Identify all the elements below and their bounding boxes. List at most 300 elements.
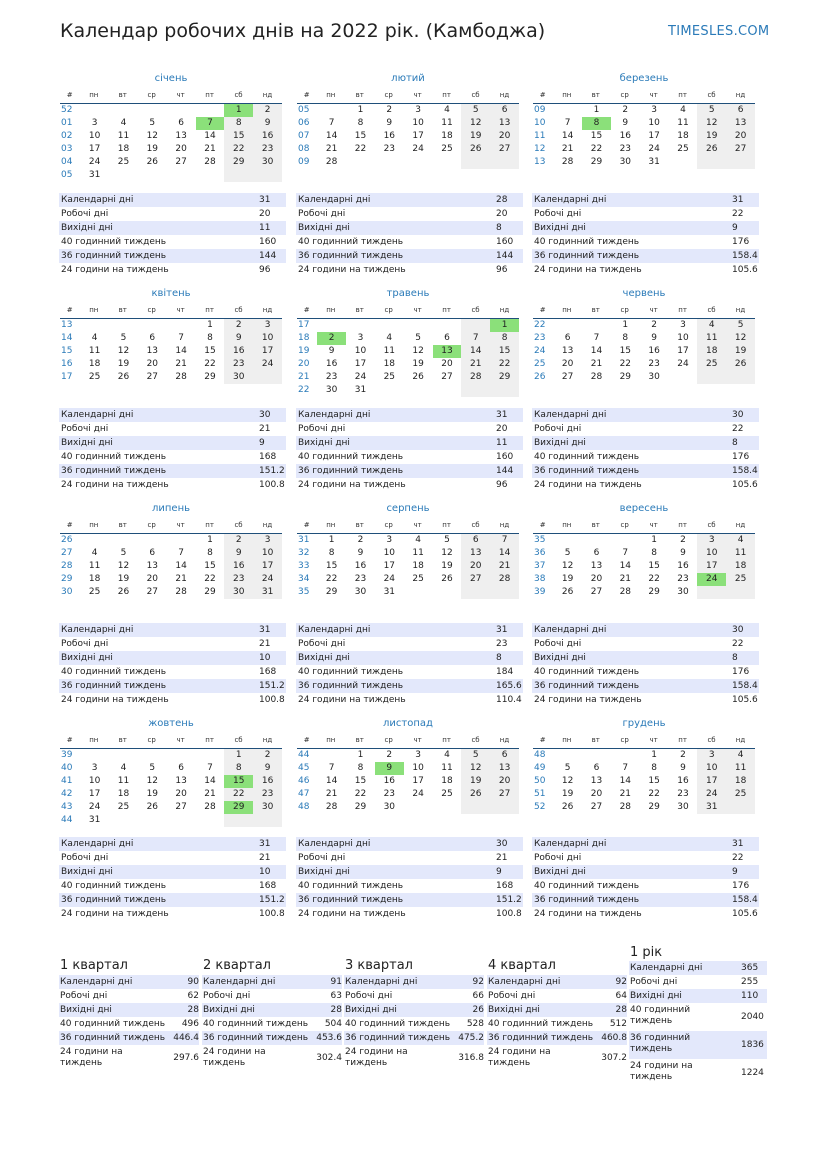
day-cell[interactable]: 26 (412, 372, 424, 382)
day-cell[interactable]: 7 (622, 763, 629, 773)
day-cell[interactable]: 29 (648, 802, 660, 812)
day-cell[interactable]: 25 (441, 789, 453, 799)
day-cell[interactable]: 25 (117, 157, 130, 167)
day-cell[interactable]: 11 (88, 561, 101, 571)
day-cell[interactable]: 29 (204, 372, 216, 382)
day-cell[interactable]: 25 (412, 574, 424, 584)
day-cell[interactable]: 18 (677, 131, 689, 141)
day-cell[interactable]: 14 (561, 131, 574, 141)
day-cell[interactable]: 5 (461, 749, 490, 762)
day-cell[interactable]: 26 (117, 372, 130, 382)
day-cell[interactable]: 29 (204, 587, 216, 597)
day-cell[interactable]: 29 (490, 371, 519, 384)
day-cell[interactable]: 3 (680, 320, 686, 330)
day-cell[interactable]: 28 (461, 371, 490, 384)
day-cell[interactable]: 17 (88, 144, 101, 154)
day-cell[interactable]: 28 (325, 157, 338, 167)
day-cell[interactable]: 13 (146, 561, 159, 571)
day-cell[interactable]: 12 (441, 548, 453, 558)
holiday-day-cell[interactable]: 13 (433, 345, 462, 358)
day-cell[interactable]: 20 (461, 560, 490, 573)
day-cell[interactable]: 12 (561, 561, 574, 571)
day-cell[interactable]: 18 (117, 789, 130, 799)
day-cell[interactable]: 5 (564, 763, 571, 773)
day-cell[interactable]: 6 (593, 548, 600, 558)
day-cell[interactable]: 16 (677, 561, 689, 571)
day-cell[interactable]: 12 (412, 346, 424, 356)
day-cell[interactable]: 26 (561, 587, 574, 597)
day-cell[interactable]: 5 (726, 319, 755, 332)
day-cell[interactable]: 2 (357, 535, 364, 545)
day-cell[interactable]: 12 (697, 117, 726, 130)
day-cell[interactable]: 3 (697, 534, 726, 547)
day-cell[interactable]: 20 (146, 574, 159, 584)
day-cell[interactable]: 12 (726, 332, 755, 345)
day-cell[interactable]: 8 (328, 548, 335, 558)
day-cell[interactable]: 14 (619, 776, 632, 786)
day-cell[interactable]: 6 (490, 104, 519, 117)
day-cell[interactable]: 5 (697, 104, 726, 117)
day-cell[interactable]: 3 (357, 333, 364, 343)
day-cell[interactable]: 21 (461, 358, 490, 371)
day-cell[interactable]: 1 (357, 105, 364, 115)
day-cell[interactable]: 26 (461, 788, 490, 801)
day-cell[interactable]: 4 (726, 534, 755, 547)
day-cell[interactable]: 10 (677, 333, 689, 343)
day-cell[interactable]: 6 (461, 534, 490, 547)
day-cell[interactable]: 9 (253, 117, 282, 130)
day-cell[interactable]: 5 (564, 548, 571, 558)
day-cell[interactable]: 23 (224, 573, 253, 586)
day-cell[interactable]: 3 (91, 118, 98, 128)
day-cell[interactable]: 25 (697, 358, 726, 371)
day-cell[interactable]: 17 (383, 561, 396, 571)
day-cell[interactable]: 8 (357, 763, 364, 773)
day-cell[interactable]: 15 (204, 561, 216, 571)
day-cell[interactable]: 9 (224, 547, 253, 560)
day-cell[interactable]: 12 (117, 346, 130, 356)
day-cell[interactable]: 26 (726, 358, 755, 371)
day-cell[interactable]: 29 (354, 802, 367, 812)
day-cell[interactable]: 2 (651, 320, 657, 330)
holiday-day-cell[interactable]: 7 (196, 117, 225, 130)
day-cell[interactable]: 21 (325, 144, 338, 154)
day-cell[interactable]: 20 (490, 775, 519, 788)
day-cell[interactable]: 2 (622, 105, 629, 115)
day-cell[interactable]: 17 (412, 776, 424, 786)
day-cell[interactable]: 25 (88, 372, 101, 382)
day-cell[interactable]: 30 (677, 587, 689, 597)
day-cell[interactable]: 8 (224, 117, 253, 130)
day-cell[interactable]: 8 (207, 333, 213, 343)
day-cell[interactable]: 22 (619, 359, 632, 369)
day-cell[interactable]: 3 (651, 105, 657, 115)
day-cell[interactable]: 30 (648, 372, 660, 382)
day-cell[interactable]: 21 (619, 789, 632, 799)
day-cell[interactable]: 19 (461, 775, 490, 788)
day-cell[interactable]: 10 (412, 118, 424, 128)
day-cell[interactable]: 22 (648, 789, 660, 799)
day-cell[interactable]: 22 (648, 574, 660, 584)
day-cell[interactable]: 27 (441, 372, 453, 382)
day-cell[interactable]: 21 (204, 789, 216, 799)
day-cell[interactable]: 4 (120, 118, 127, 128)
day-cell[interactable]: 13 (490, 762, 519, 775)
day-cell[interactable]: 20 (590, 789, 603, 799)
day-cell[interactable]: 4 (444, 750, 450, 760)
day-cell[interactable]: 17 (412, 131, 424, 141)
day-cell[interactable]: 18 (726, 775, 755, 788)
day-cell[interactable]: 25 (726, 788, 755, 801)
day-cell[interactable]: 15 (325, 561, 338, 571)
day-cell[interactable]: 14 (490, 547, 519, 560)
day-cell[interactable]: 22 (204, 359, 216, 369)
day-cell[interactable]: 1 (651, 535, 657, 545)
holiday-day-cell[interactable]: 9 (375, 762, 404, 775)
day-cell[interactable]: 11 (726, 547, 755, 560)
day-cell[interactable]: 2 (386, 105, 393, 115)
day-cell[interactable]: 6 (726, 104, 755, 117)
day-cell[interactable]: 20 (590, 574, 603, 584)
day-cell[interactable]: 15 (590, 131, 603, 141)
day-cell[interactable]: 7 (461, 332, 490, 345)
day-cell[interactable]: 24 (412, 789, 424, 799)
day-cell[interactable]: 1 (622, 320, 629, 330)
day-cell[interactable]: 11 (88, 346, 101, 356)
day-cell[interactable]: 5 (149, 763, 156, 773)
day-cell[interactable]: 8 (357, 118, 364, 128)
day-cell[interactable]: 10 (88, 131, 101, 141)
day-cell[interactable]: 13 (726, 117, 755, 130)
day-cell[interactable]: 14 (204, 776, 216, 786)
day-cell[interactable]: 2 (386, 750, 393, 760)
day-cell[interactable]: 28 (175, 587, 187, 597)
day-cell[interactable]: 27 (146, 587, 159, 597)
day-cell[interactable]: 16 (325, 359, 338, 369)
day-cell[interactable]: 25 (117, 802, 130, 812)
day-cell[interactable]: 23 (224, 358, 253, 371)
day-cell[interactable]: 24 (648, 144, 660, 154)
day-cell[interactable]: 26 (697, 143, 726, 156)
day-cell[interactable]: 10 (354, 346, 367, 356)
day-cell[interactable]: 19 (561, 574, 574, 584)
day-cell[interactable]: 27 (175, 802, 187, 812)
day-cell[interactable]: 16 (383, 776, 396, 786)
day-cell[interactable]: 15 (354, 776, 367, 786)
day-cell[interactable]: 28 (590, 372, 603, 382)
day-cell[interactable]: 24 (697, 788, 726, 801)
day-cell[interactable]: 15 (224, 130, 253, 143)
day-cell[interactable]: 12 (461, 117, 490, 130)
day-cell[interactable]: 10 (383, 548, 396, 558)
day-cell[interactable]: 27 (490, 788, 519, 801)
day-cell[interactable]: 9 (680, 548, 686, 558)
day-cell[interactable]: 7 (207, 763, 213, 773)
day-cell[interactable]: 8 (207, 548, 213, 558)
day-cell[interactable]: 7 (328, 763, 335, 773)
day-cell[interactable]: 16 (224, 345, 253, 358)
day-cell[interactable]: 7 (178, 548, 184, 558)
day-cell[interactable]: 16 (224, 560, 253, 573)
day-cell[interactable]: 22 (204, 574, 216, 584)
day-cell[interactable]: 11 (677, 118, 689, 128)
day-cell[interactable]: 14 (175, 346, 187, 356)
day-cell[interactable]: 19 (461, 130, 490, 143)
day-cell[interactable]: 23 (383, 144, 396, 154)
day-cell[interactable]: 7 (178, 333, 184, 343)
day-cell[interactable]: 2 (680, 750, 686, 760)
day-cell[interactable]: 20 (490, 130, 519, 143)
day-cell[interactable]: 25 (726, 573, 755, 586)
day-cell[interactable]: 12 (146, 131, 159, 141)
day-cell[interactable]: 30 (677, 802, 689, 812)
day-cell[interactable]: 15 (648, 776, 660, 786)
day-cell[interactable]: 12 (146, 776, 159, 786)
day-cell[interactable]: 13 (590, 776, 603, 786)
day-cell[interactable]: 22 (224, 788, 253, 801)
day-cell[interactable]: 23 (383, 789, 396, 799)
day-cell[interactable]: 4 (680, 105, 686, 115)
day-cell[interactable]: 11 (726, 762, 755, 775)
day-cell[interactable]: 1 (207, 535, 213, 545)
day-cell[interactable]: 6 (178, 118, 184, 128)
day-cell[interactable]: 9 (680, 763, 686, 773)
day-cell[interactable]: 18 (726, 560, 755, 573)
day-cell[interactable]: 30 (253, 801, 282, 814)
day-cell[interactable]: 13 (175, 131, 187, 141)
day-cell[interactable]: 5 (120, 333, 127, 343)
day-cell[interactable]: 12 (117, 561, 130, 571)
day-cell[interactable]: 9 (357, 548, 364, 558)
day-cell[interactable]: 29 (619, 372, 632, 382)
day-cell[interactable]: 9 (253, 762, 282, 775)
day-cell[interactable]: 19 (697, 130, 726, 143)
day-cell[interactable]: 7 (564, 118, 571, 128)
day-cell[interactable]: 2 (224, 319, 253, 332)
day-cell[interactable]: 10 (697, 547, 726, 560)
day-cell[interactable]: 23 (677, 574, 689, 584)
day-cell[interactable]: 3 (415, 105, 421, 115)
day-cell[interactable]: 1 (328, 535, 335, 545)
day-cell[interactable]: 29 (590, 157, 603, 167)
day-cell[interactable]: 21 (175, 359, 187, 369)
day-cell[interactable]: 19 (146, 789, 159, 799)
day-cell[interactable]: 9 (328, 346, 335, 356)
day-cell[interactable]: 31 (253, 586, 282, 599)
day-cell[interactable]: 3 (91, 763, 98, 773)
day-cell[interactable]: 10 (697, 762, 726, 775)
day-cell[interactable]: 5 (149, 118, 156, 128)
day-cell[interactable]: 28 (561, 157, 574, 167)
day-cell[interactable]: 10 (253, 547, 282, 560)
day-cell[interactable]: 25 (383, 372, 396, 382)
day-cell[interactable]: 14 (175, 561, 187, 571)
day-cell[interactable]: 10 (253, 332, 282, 345)
day-cell[interactable]: 6 (149, 333, 156, 343)
day-cell[interactable]: 28 (204, 157, 216, 167)
day-cell[interactable]: 19 (561, 789, 574, 799)
day-cell[interactable]: 16 (253, 775, 282, 788)
day-cell[interactable]: 6 (490, 749, 519, 762)
day-cell[interactable]: 6 (593, 763, 600, 773)
day-cell[interactable]: 5 (461, 104, 490, 117)
day-cell[interactable]: 28 (204, 802, 216, 812)
day-cell[interactable]: 23 (648, 359, 660, 369)
day-cell[interactable]: 14 (619, 561, 632, 571)
day-cell[interactable]: 18 (383, 359, 396, 369)
day-cell[interactable]: 9 (224, 332, 253, 345)
day-cell[interactable]: 18 (441, 131, 453, 141)
day-cell[interactable]: 9 (651, 333, 657, 343)
day-cell[interactable]: 30 (619, 157, 632, 167)
brand-link[interactable]: TIMESLES.COM (668, 24, 770, 39)
day-cell[interactable]: 3 (697, 749, 726, 762)
day-cell[interactable]: 7 (328, 118, 335, 128)
day-cell[interactable]: 15 (619, 346, 632, 356)
day-cell[interactable]: 15 (354, 131, 367, 141)
day-cell[interactable]: 24 (677, 359, 689, 369)
day-cell[interactable]: 16 (648, 346, 660, 356)
day-cell[interactable]: 19 (412, 359, 424, 369)
day-cell[interactable]: 27 (561, 372, 574, 382)
day-cell[interactable]: 25 (441, 144, 453, 154)
day-cell[interactable]: 28 (619, 802, 632, 812)
day-cell[interactable]: 18 (88, 359, 101, 369)
day-cell[interactable]: 8 (490, 332, 519, 345)
day-cell[interactable]: 26 (441, 574, 453, 584)
day-cell[interactable]: 6 (564, 333, 571, 343)
day-cell[interactable]: 30 (253, 156, 282, 169)
day-cell[interactable]: 2 (253, 104, 282, 117)
day-cell[interactable]: 31 (648, 157, 660, 167)
day-cell[interactable]: 20 (726, 130, 755, 143)
day-cell[interactable]: 20 (146, 359, 159, 369)
day-cell[interactable]: 20 (175, 144, 187, 154)
day-cell[interactable]: 31 (88, 815, 101, 825)
day-cell[interactable]: 1 (651, 750, 657, 760)
day-cell[interactable]: 28 (175, 372, 187, 382)
day-cell[interactable]: 11 (117, 776, 130, 786)
day-cell[interactable]: 11 (697, 332, 726, 345)
day-cell[interactable]: 13 (146, 346, 159, 356)
day-cell[interactable]: 10 (648, 118, 660, 128)
day-cell[interactable]: 7 (622, 548, 629, 558)
day-cell[interactable]: 10 (88, 776, 101, 786)
day-cell[interactable]: 1 (357, 750, 364, 760)
day-cell[interactable]: 17 (697, 775, 726, 788)
day-cell[interactable]: 8 (651, 763, 657, 773)
day-cell[interactable]: 24 (88, 157, 101, 167)
day-cell[interactable]: 15 (204, 346, 216, 356)
day-cell[interactable]: 27 (461, 573, 490, 586)
day-cell[interactable]: 1 (224, 749, 253, 762)
day-cell[interactable]: 8 (651, 548, 657, 558)
day-cell[interactable]: 25 (88, 587, 101, 597)
day-cell[interactable]: 31 (88, 170, 101, 180)
day-cell[interactable]: 1 (207, 320, 213, 330)
day-cell[interactable]: 5 (120, 548, 127, 558)
day-cell[interactable]: 29 (224, 156, 253, 169)
day-cell[interactable]: 20 (175, 789, 187, 799)
day-cell[interactable]: 14 (590, 346, 603, 356)
day-cell[interactable]: 21 (490, 560, 519, 573)
day-cell[interactable]: 26 (461, 143, 490, 156)
day-cell[interactable]: 21 (175, 574, 187, 584)
day-cell[interactable]: 4 (444, 105, 450, 115)
day-cell[interactable]: 17 (253, 560, 282, 573)
day-cell[interactable]: 16 (354, 561, 367, 571)
day-cell[interactable]: 30 (224, 586, 253, 599)
day-cell[interactable]: 11 (117, 131, 130, 141)
day-cell[interactable]: 11 (441, 118, 453, 128)
day-cell[interactable]: 11 (441, 763, 453, 773)
holiday-day-cell[interactable]: 2 (317, 332, 346, 345)
day-cell[interactable]: 31 (354, 385, 367, 395)
day-cell[interactable]: 21 (204, 144, 216, 154)
day-cell[interactable]: 19 (146, 144, 159, 154)
day-cell[interactable]: 22 (354, 144, 367, 154)
day-cell[interactable]: 24 (88, 802, 101, 812)
day-cell[interactable]: 29 (325, 587, 338, 597)
day-cell[interactable]: 11 (412, 548, 424, 558)
day-cell[interactable]: 26 (146, 802, 159, 812)
day-cell[interactable]: 18 (88, 574, 101, 584)
day-cell[interactable]: 27 (590, 587, 603, 597)
day-cell[interactable]: 2 (224, 534, 253, 547)
day-cell[interactable]: 4 (91, 333, 98, 343)
day-cell[interactable]: 14 (325, 131, 338, 141)
day-cell[interactable]: 6 (149, 548, 156, 558)
day-cell[interactable]: 31 (697, 801, 726, 814)
day-cell[interactable]: 26 (146, 157, 159, 167)
day-cell[interactable]: 26 (117, 587, 130, 597)
day-cell[interactable]: 21 (619, 574, 632, 584)
day-cell[interactable]: 13 (590, 561, 603, 571)
day-cell[interactable]: 27 (146, 372, 159, 382)
day-cell[interactable]: 16 (677, 776, 689, 786)
day-cell[interactable]: 13 (461, 547, 490, 560)
day-cell[interactable]: 15 (648, 561, 660, 571)
day-cell[interactable]: 22 (325, 574, 338, 584)
day-cell[interactable]: 27 (590, 802, 603, 812)
day-cell[interactable]: 4 (120, 763, 127, 773)
day-cell[interactable]: 23 (325, 372, 338, 382)
day-cell[interactable]: 16 (253, 130, 282, 143)
day-cell[interactable]: 23 (253, 788, 282, 801)
day-cell[interactable]: 17 (253, 345, 282, 358)
day-cell[interactable]: 5 (444, 535, 450, 545)
day-cell[interactable]: 16 (619, 131, 632, 141)
day-cell[interactable]: 22 (590, 144, 603, 154)
day-cell[interactable]: 18 (441, 776, 453, 786)
day-cell[interactable]: 28 (325, 802, 338, 812)
day-cell[interactable]: 28 (490, 573, 519, 586)
day-cell[interactable]: 12 (461, 762, 490, 775)
day-cell[interactable]: 30 (224, 371, 253, 384)
holiday-day-cell[interactable]: 24 (697, 573, 726, 586)
day-cell[interactable]: 19 (117, 359, 130, 369)
day-cell[interactable]: 30 (383, 802, 396, 812)
day-cell[interactable]: 9 (622, 118, 629, 128)
day-cell[interactable]: 6 (178, 763, 184, 773)
day-cell[interactable]: 17 (648, 131, 660, 141)
day-cell[interactable]: 30 (325, 385, 338, 395)
day-cell[interactable]: 21 (325, 789, 338, 799)
day-cell[interactable]: 6 (444, 333, 450, 343)
day-cell[interactable]: 17 (677, 346, 689, 356)
day-cell[interactable]: 8 (224, 762, 253, 775)
day-cell[interactable]: 27 (175, 157, 187, 167)
